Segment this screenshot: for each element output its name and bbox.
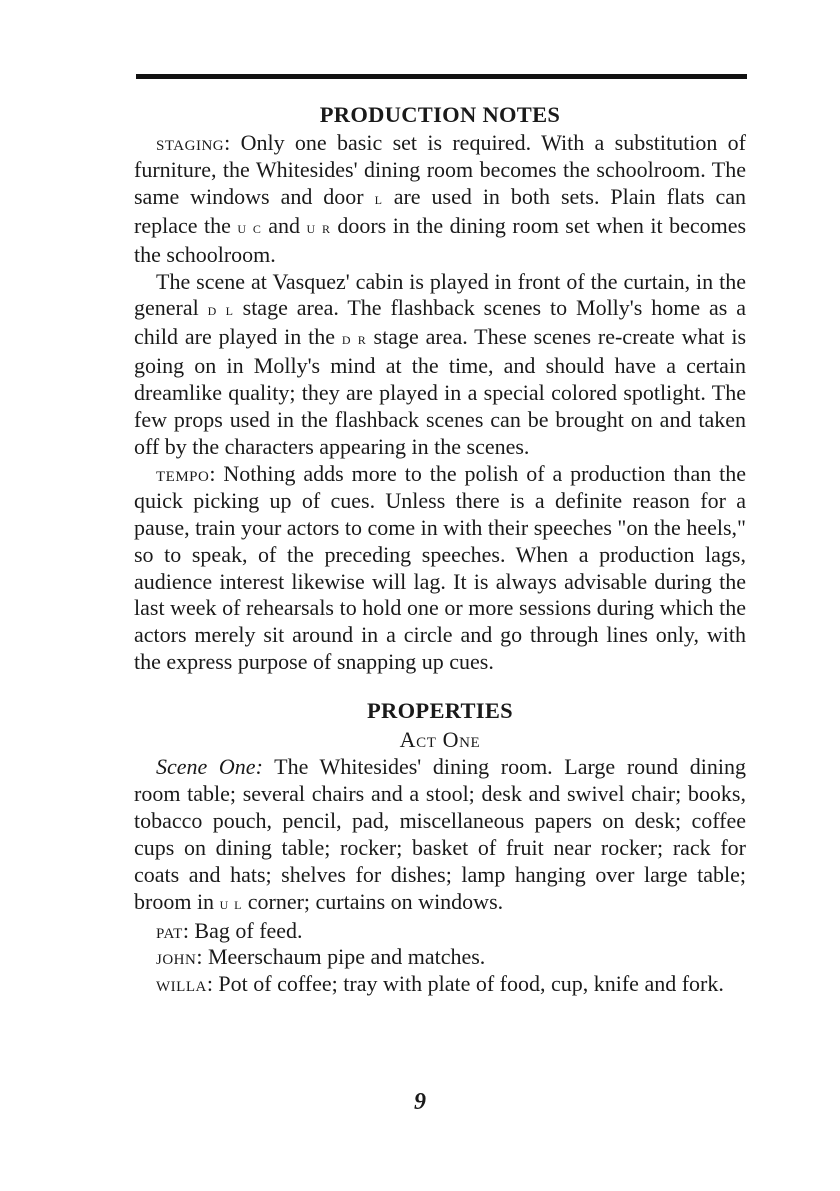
scene-paragraph: The scene at Vasquez' cabin is played in front of the curtain, in the general d l stage area. The flashback scenes to Molly's home as a child are played in the d r stage area. These scenes re-create what is going on in Molly's mind at the time, and should have a certain dreamlike quality; they are played in a special colored spotlight. The few props used in the flashback scenes can be brought on and taken off by the characters appearing in the scenes. — [134, 268, 747, 459]
scene-one-paragraph: Scene One: The Whitesides' dining room. Large round dining room table; several chairs and a stool; desk and swivel chair; books, tobacco pouch, pencil, pad, miscellaneous papers on desk; coffee cups on dining table; rocker; basket of fruit near rocker; rack for coats and hats; shelves for dishes; lamp hanging over large table; broom in u l corner; curtains on windows. — [134, 754, 746, 914]
stage-direction: l — [374, 188, 383, 208]
stage-direction: u r — [306, 217, 331, 237]
john-props: john: Meerschaum pipe and matches. — [156, 944, 486, 970]
character-label: john — [156, 944, 197, 970]
willa-props: willa: Pot of coffee; tray with plate of food, cup, knife and fork. — [156, 971, 724, 997]
stage-direction: d r — [341, 329, 367, 349]
staging-paragraph: staging: Only one basic set is required. With a substitution of furniture, the Whitesides' dining room becomes the schoolroom. The same windows and door l are used in both sets. Plain flats can replace the u c and u r doors in the dining room set when it becomes the schoolroom. — [134, 130, 747, 267]
character-label: pat — [156, 917, 183, 943]
stage-direction: u c — [237, 217, 262, 237]
scene-one-label: Scene One: — [156, 754, 263, 780]
page-number: 9 — [414, 1089, 426, 1115]
top-rule — [136, 74, 747, 79]
pat-props: pat: Bag of feed. — [156, 917, 303, 943]
character-label: willa — [156, 971, 207, 997]
staging-label: staging — [156, 130, 225, 155]
tempo-paragraph: tempo: Nothing adds more to the polish of a production than the quick picking up of cues. Unless there is a definite reason for a pause, train your actors to come in with their speeches "on the heels," so to speak, of the preceding speeches. When a production lags, audience interest likewise will lag. It is always advisable during the last week of rehearsals to hold one or more sessions during which the actors merely sit around in a circle and go through lines only, with the express purpose of snapping up cues. — [134, 460, 746, 675]
page-content — [134, 100, 746, 998]
stage-direction: d l — [207, 300, 234, 320]
production-notes-heading: PRODUCTION NOTES — [319, 102, 561, 127]
tempo-label: tempo — [156, 460, 210, 486]
properties-heading: PROPERTIES — [367, 698, 513, 724]
act-heading: Act One — [399, 727, 481, 753]
stage-direction: u l — [219, 893, 243, 913]
